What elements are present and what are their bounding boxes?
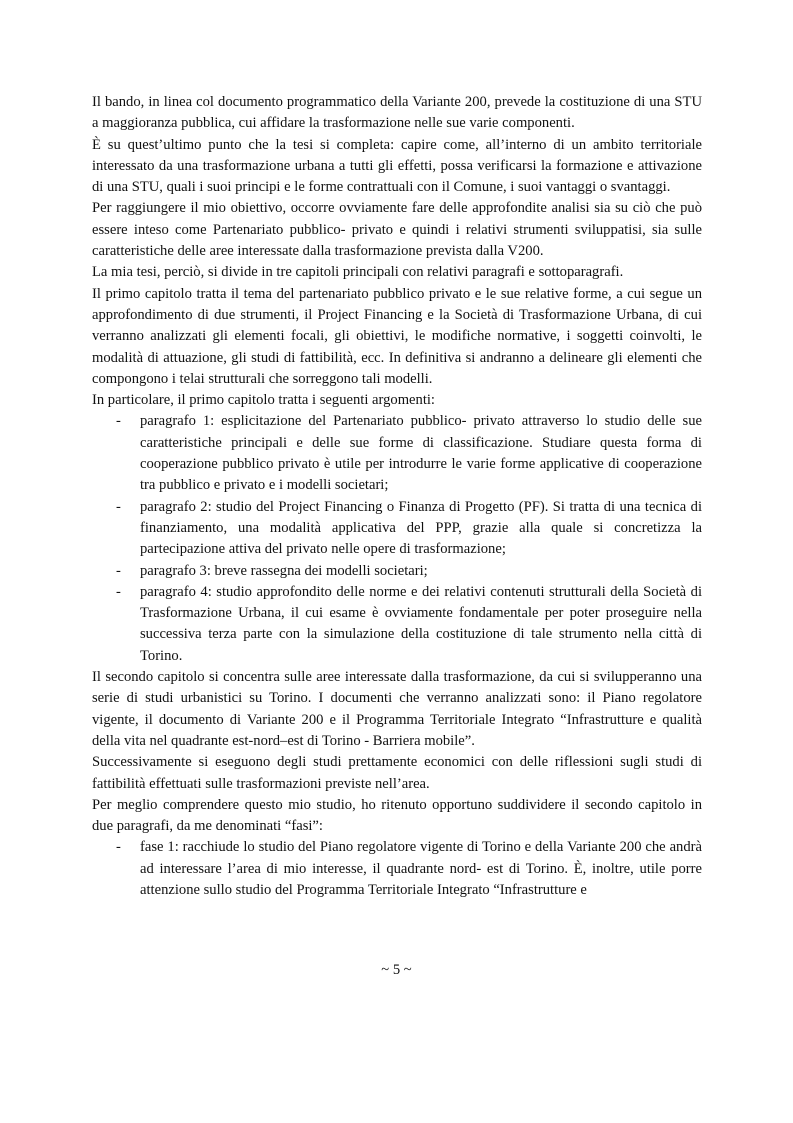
list-item: - paragrafo 2: studio del Project Financing o Finanza di Progetto (PF). Si tratta di una tecnica di finanziamento, una modalità applicativa del PPP, grazie alla quale si concretizza la partecipazione attiva del privato nelle opere di trasformazione; [92, 497, 702, 561]
paragraph: La mia tesi, perciò, si divide in tre capitoli principali con relativi paragrafi e sottoparagrafi. [92, 264, 624, 281]
page-body [92, 92, 702, 901]
list-item: - paragrafo 1: esplicitazione del Partenariato pubblico- privato attraverso lo studio delle sue caratteristiche principali e delle sue forme di classificazione. Studiare questa forma di cooperazione pubblico privato è utile per introdurre le varie forme applicative di cooperazione tra pubblico e privato e i modelli societari; [92, 411, 702, 496]
paragraph: Per raggiungere il mio obiettivo, occorre ovviamente fare delle approfondite analisi sia su ciò che può essere inteso come Partenariato pubblico- privato e quindi i relativi strumenti sviluppatisi, sia sulle caratteristiche delle aree interessate dalla trasformazione prevista dalla V200. [92, 200, 702, 260]
list-item: - fase 1: racchiude lo studio del Piano regolatore vigente di Torino e della Variante 200 che andrà ad interessare l’area di mio interesse, il quadrante nord- est di Torino. È, inoltre, utile porre attenzione sullo studio del Programma Territoriale Integrato “Infrastrutture e [92, 837, 702, 901]
chapter-one-list [92, 411, 702, 667]
paragraph: Il secondo capitolo si concentra sulle aree interessate dalla trasformazione, da cui si svilupperanno una serie di studi urbanistici su Torino. I documenti che verranno analizzati sono: il Piano regolatore vigente, il documento di Variante 200 e il Programma Territoriale Integrato “Infrastrutture e qualità della vita nel quadrante est-nord–est di Torino - Barriera mobile”. [92, 669, 702, 749]
paragraph: Il primo capitolo tratta il tema del partenariato pubblico privato e le sue relative forme, a cui segue un approfondimento di due strumenti, il Project Financing e la Società di Trasformazione Urbana, di cui verranno analizzati gli elementi focali, gli obiettivi, le modifiche normative, i soggetti coinvolti, le modalità di attuazione, gli studi di fattibilità, ecc. In definitiva si andranno a delineare gli elementi che compongono i telai strutturali che sorreggono tali modelli. [92, 285, 702, 387]
paragraph: Il bando, in linea col documento programmatico della Variante 200, prevede la costituzione di una STU a maggioranza pubblica, cui affidare la trasformazione nelle sue varie componenti. [92, 94, 702, 132]
chapter-two-list [92, 837, 702, 901]
list-item: - paragrafo 3: breve rassegna dei modelli societari; [92, 561, 702, 582]
list-item: - paragrafo 4: studio approfondito delle norme e dei relativi contenuti strutturali della Società di Trasformazione Urbana, il cui esame è ovviamente fondamentale per poter proseguire nella successiva terza parte con la simulazione della costituzione di tale strumento nella città di Torino. [92, 582, 702, 667]
paragraph: È su quest’ultimo punto che la tesi si completa: capire come, all’interno di un ambito territoriale interessato da una trasformazione urbana a tutti gli effetti, possa verificarsi la formazione e attivazione di una STU, quali i suoi principi e le forme contrattuali con il Comune, i suoi vantaggi o svantaggi. [92, 136, 702, 196]
paragraph: Successivamente si eseguono degli studi prettamente economici con delle riflessioni sugli studi di fattibilità effettuati sulle trasformazioni previste nell’area. [92, 754, 702, 792]
page-number: ~ 5 ~ [381, 962, 412, 978]
paragraph: In particolare, il primo capitolo tratta i seguenti argomenti: [92, 392, 435, 409]
paragraph: Per meglio comprendere questo mio studio, ho ritenuto opportuno suddividere il secondo capitolo in due paragrafi, da me denominati “fasi”: [92, 796, 702, 835]
